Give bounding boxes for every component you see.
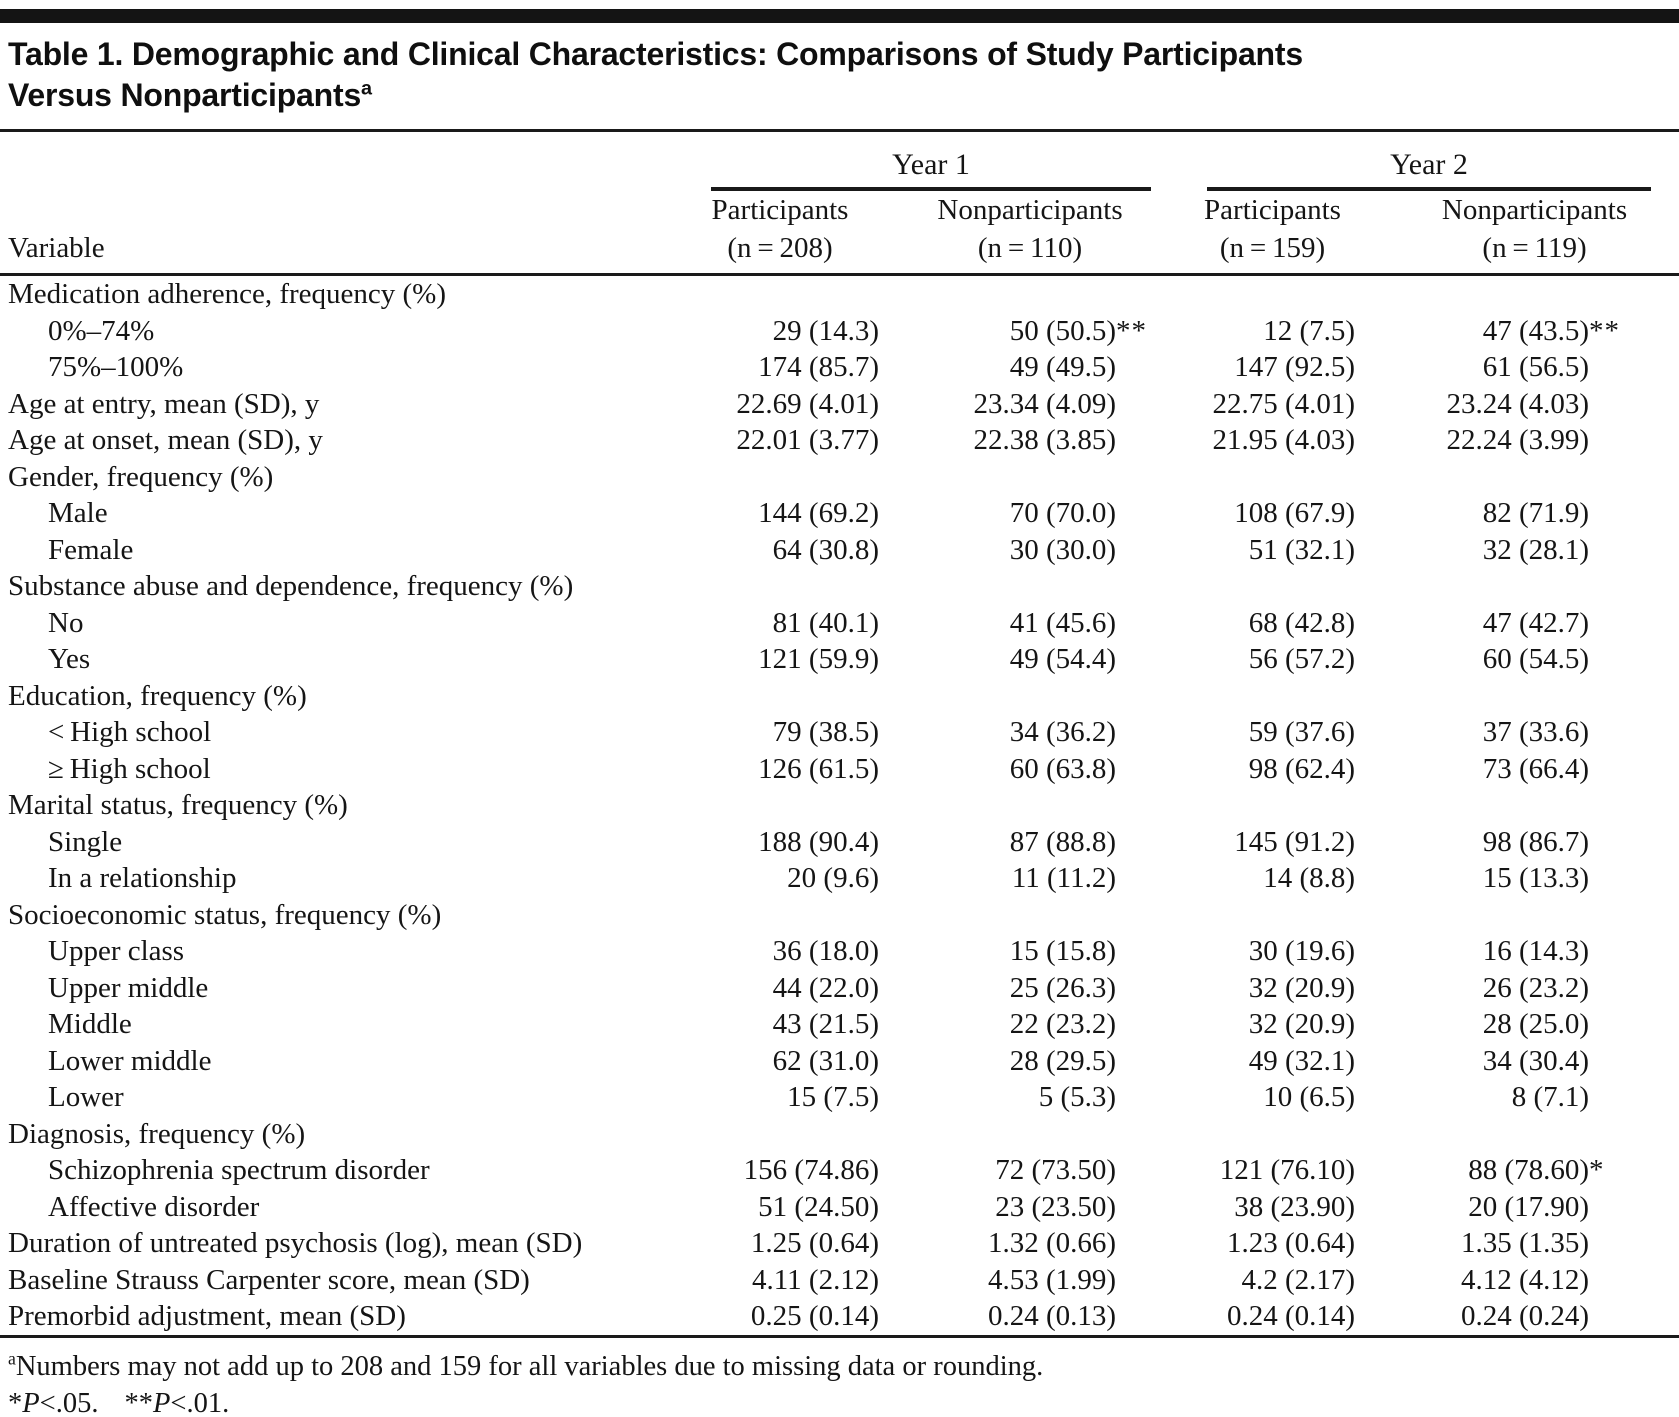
value-cell	[1390, 787, 1679, 824]
value-cell	[655, 678, 905, 715]
value-cell: 37 (33.6)	[1482, 716, 1590, 748]
row-label: Gender, frequency (%)	[8, 460, 274, 493]
value-cell: 23.24 (4.03)	[1446, 387, 1590, 420]
value-cell: 36 (18.0)	[772, 935, 879, 967]
section-row	[0, 897, 1679, 934]
value-cell: 47 (42.7)	[1482, 606, 1590, 639]
value-cell: 12 (7.5)	[1263, 314, 1356, 347]
value-cell: 82 (71.9)	[1482, 497, 1590, 529]
value-cell: 16 (14.3)	[1482, 935, 1590, 967]
value-cell: 81 (40.1)	[772, 606, 879, 639]
value-cell: 11 (11.2)	[1011, 862, 1117, 894]
value-cell: 56 (57.2)	[1248, 643, 1356, 675]
value-cell: 28 (29.5)	[1009, 1044, 1117, 1077]
table-row	[0, 386, 1679, 423]
row-label: No	[48, 606, 84, 639]
value-cell: 121 (76.10)	[1219, 1154, 1356, 1186]
value-cell: 60 (63.8)	[1009, 752, 1117, 785]
section-row	[0, 568, 1679, 605]
demographics-table	[0, 132, 1679, 1338]
value-cell: 0.24 (0.24)	[1460, 1300, 1590, 1332]
value-cell: 1.25 (0.64)	[750, 1227, 879, 1259]
table-row	[0, 751, 1679, 788]
value-cell: 88 (78.60)*	[1468, 1154, 1605, 1186]
row-label: Schizophrenia spectrum disorder	[48, 1154, 430, 1186]
sig-p01: **P<.01.	[124, 1387, 230, 1417]
value-cell: 29 (14.3)	[772, 314, 879, 347]
column-label: Participants	[711, 194, 849, 226]
row-label: Middle	[48, 1008, 132, 1040]
value-cell: 61 (56.5)	[1482, 351, 1590, 383]
value-cell: 14 (8.8)	[1263, 862, 1356, 894]
header-group-year1	[655, 132, 1155, 191]
row-label: Upper class	[48, 935, 185, 967]
row-label: Female	[48, 533, 134, 566]
value-cell	[1390, 678, 1679, 715]
table-row	[0, 1152, 1679, 1189]
value-cell: 1.23 (0.64)	[1226, 1227, 1356, 1259]
header-year2-nonparticipants	[1390, 191, 1679, 275]
value-cell: 44 (22.0)	[772, 971, 879, 1004]
title-footnote-marker: a	[361, 77, 372, 100]
value-cell: 51 (32.1)	[1248, 533, 1356, 566]
table-row	[0, 1262, 1679, 1299]
row-label: < High school	[48, 716, 212, 748]
row-label: Yes	[48, 643, 91, 675]
value-cell: 156 (74.86)	[743, 1154, 879, 1186]
value-cell	[905, 459, 1155, 496]
footnote-a-text: Numbers may not add up to 208 and 159 for all variables due to missing data or rounding.	[15, 1350, 1044, 1382]
value-cell: 25 (26.3)	[1009, 971, 1117, 1004]
row-label: Marital status, frequency (%)	[8, 789, 348, 821]
row-label: Affective disorder	[48, 1190, 260, 1223]
table-row	[0, 1079, 1679, 1116]
header-variable: Variable	[0, 191, 655, 275]
value-cell: 32 (20.9)	[1248, 1008, 1356, 1040]
value-cell: 50 (50.5)**	[1009, 314, 1148, 347]
value-cell: 87 (88.8)	[1009, 825, 1117, 858]
row-label: Age at entry, mean (SD), y	[8, 387, 320, 420]
value-cell: 0.24 (0.14)	[1226, 1300, 1356, 1332]
table-row	[0, 824, 1679, 861]
row-label: Male	[48, 497, 108, 529]
value-cell: 49 (54.4)	[1009, 643, 1117, 675]
table-row	[0, 605, 1679, 642]
value-cell: 23 (23.50)	[995, 1190, 1117, 1223]
value-cell: 20 (17.90)	[1468, 1190, 1590, 1223]
header-group-year2	[1155, 132, 1679, 191]
value-cell: 22.75 (4.01)	[1212, 387, 1356, 420]
row-label: Upper middle	[48, 971, 209, 1004]
value-cell: 32 (20.9)	[1248, 971, 1356, 1004]
value-cell: 174 (85.7)	[758, 351, 879, 383]
section-row	[0, 459, 1679, 496]
value-cell: 4.12 (4.12)	[1460, 1263, 1590, 1296]
row-label: Lower	[48, 1081, 124, 1113]
value-cell	[1155, 568, 1390, 605]
value-cell: 34 (30.4)	[1482, 1044, 1590, 1077]
table-row	[0, 1043, 1679, 1080]
column-header-row	[0, 191, 1679, 275]
value-cell: 22 (23.2)	[1009, 1008, 1117, 1040]
value-cell: 60 (54.5)	[1482, 643, 1590, 675]
value-cell	[1390, 275, 1679, 313]
table-row	[0, 1225, 1679, 1262]
value-cell	[905, 568, 1155, 605]
value-cell: 20 (9.6)	[787, 862, 879, 894]
row-label: Baseline Strauss Carpenter score, mean (SD)	[8, 1263, 530, 1296]
table-title-line2: Versus Nonparticipants$^a$	[8, 77, 372, 113]
value-cell: 30 (19.6)	[1248, 935, 1356, 967]
value-cell: 32 (28.1)	[1482, 533, 1590, 566]
value-cell: 1.32 (0.66)	[987, 1227, 1117, 1259]
value-cell	[655, 568, 905, 605]
row-label: Education, frequency (%)	[8, 679, 307, 712]
column-n: (n = 119)	[1482, 232, 1587, 264]
row-label: Lower middle	[48, 1044, 212, 1077]
footnote-a	[8, 1348, 1669, 1385]
value-cell: 22.69 (4.01)	[736, 387, 879, 420]
value-cell: 49 (32.1)	[1248, 1044, 1356, 1077]
value-cell	[1155, 459, 1390, 496]
sig-p05: *P<.05.	[8, 1387, 99, 1417]
value-cell: 144 (69.2)	[758, 497, 879, 529]
header-year2-participants	[1155, 191, 1390, 275]
table-row	[0, 933, 1679, 970]
value-cell: 23.34 (4.09)	[973, 387, 1117, 420]
value-cell: 68 (42.8)	[1248, 606, 1356, 639]
table-row	[0, 1298, 1679, 1336]
value-cell: 8 (7.1)	[1511, 1081, 1590, 1113]
value-cell	[1155, 678, 1390, 715]
year1-label: Year 1	[711, 146, 1151, 191]
value-cell	[655, 275, 905, 313]
value-cell	[1390, 459, 1679, 496]
value-cell: 98 (86.7)	[1482, 825, 1590, 858]
value-cell: 38 (23.90)	[1234, 1190, 1356, 1223]
value-cell	[1390, 568, 1679, 605]
value-cell: 4.53 (1.99)	[987, 1263, 1117, 1296]
header-year1-participants	[655, 191, 905, 275]
value-cell: 0.24 (0.13)	[987, 1300, 1117, 1332]
row-label: Single	[48, 825, 123, 858]
table-title	[8, 34, 1478, 116]
value-cell: 126 (61.5)	[758, 752, 879, 785]
table-row	[0, 313, 1679, 350]
value-cell: 79 (38.5)	[772, 716, 879, 748]
table-row	[0, 1006, 1679, 1043]
section-row	[0, 678, 1679, 715]
value-cell: 72 (73.50)	[995, 1154, 1117, 1186]
row-label: Diagnosis, frequency (%)	[8, 1117, 306, 1150]
column-label: Participants	[1204, 194, 1341, 226]
value-cell: 26 (23.2)	[1482, 971, 1590, 1004]
value-cell: 22.01 (3.77)	[736, 424, 879, 456]
row-label: Substance abuse and dependence, frequency (%)	[8, 570, 574, 602]
value-cell: 15 (15.8)	[1009, 935, 1117, 967]
top-rule	[0, 9, 1679, 23]
value-cell: 22.24 (3.99)	[1446, 424, 1590, 456]
section-row	[0, 787, 1679, 824]
footnotes	[0, 1338, 1679, 1417]
value-cell: 51 (24.50)	[758, 1190, 879, 1223]
value-cell	[905, 678, 1155, 715]
header-year1-nonparticipants	[905, 191, 1155, 275]
footnote-a-marker: a	[8, 1348, 16, 1368]
table-row	[0, 1189, 1679, 1226]
value-cell: 41 (45.6)	[1009, 606, 1117, 639]
value-cell	[655, 1116, 905, 1153]
value-cell: 0.25 (0.14)	[750, 1300, 879, 1332]
value-cell: 15 (7.5)	[787, 1081, 879, 1113]
table-row	[0, 970, 1679, 1007]
section-row	[0, 275, 1679, 313]
value-cell: 47 (43.5)**	[1482, 314, 1621, 347]
value-cell: 147 (92.5)	[1234, 351, 1356, 383]
table-title-line1: Table 1. Demographic and Clinical Characteristics: Comparisons of Study Participants	[8, 36, 1303, 72]
value-cell	[905, 787, 1155, 824]
value-cell: 188 (90.4)	[758, 825, 879, 858]
value-cell: 4.11 (2.12)	[752, 1263, 879, 1296]
value-cell	[1155, 275, 1390, 313]
value-cell: 98 (62.4)	[1248, 752, 1356, 785]
table-row	[0, 860, 1679, 897]
value-cell	[1390, 897, 1679, 934]
column-label: Nonparticipants	[1441, 194, 1628, 226]
value-cell: 73 (66.4)	[1482, 752, 1590, 785]
value-cell: 4.2 (2.17)	[1241, 1263, 1356, 1296]
table-row	[0, 641, 1679, 678]
table-row	[0, 422, 1679, 459]
value-cell: 1.35 (1.35)	[1460, 1227, 1590, 1259]
value-cell: 108 (67.9)	[1234, 497, 1356, 529]
row-label: Socioeconomic status, frequency (%)	[8, 898, 442, 931]
table-body	[0, 275, 1679, 1337]
value-cell: 59 (37.6)	[1248, 716, 1356, 748]
table-row	[0, 495, 1679, 532]
table-row	[0, 349, 1679, 386]
column-label: Nonparticipants	[937, 194, 1123, 226]
value-cell	[905, 1116, 1155, 1153]
table-row	[0, 714, 1679, 751]
row-label: In a relationship	[48, 862, 237, 894]
value-cell: 49 (49.5)	[1009, 351, 1117, 383]
value-cell: 62 (31.0)	[772, 1044, 879, 1077]
column-n: (n = 159)	[1219, 232, 1326, 264]
value-cell: 145 (91.2)	[1234, 825, 1356, 858]
value-cell: 70 (70.0)	[1009, 497, 1117, 529]
row-label: Duration of untreated psychosis (log), mean (SD)	[8, 1227, 583, 1259]
row-label: Medication adherence, frequency (%)	[8, 278, 446, 310]
row-label: ≥ High school	[48, 752, 211, 785]
value-cell: 15 (13.3)	[1482, 862, 1590, 894]
row-label: Premorbid adjustment, mean (SD)	[8, 1300, 406, 1332]
value-cell: 121 (59.9)	[758, 643, 879, 675]
value-cell	[655, 459, 905, 496]
year-group-header-row	[0, 132, 1679, 191]
value-cell: 5 (5.3)	[1038, 1081, 1117, 1113]
value-cell	[1155, 787, 1390, 824]
section-row	[0, 1116, 1679, 1153]
header-spacer	[0, 132, 655, 191]
value-cell	[905, 897, 1155, 934]
year2-label: Year 2	[1207, 146, 1651, 191]
value-cell	[1390, 1116, 1679, 1153]
value-cell: 43 (21.5)	[772, 1008, 879, 1040]
value-cell: 34 (36.2)	[1009, 716, 1117, 748]
value-cell: 10 (6.5)	[1263, 1081, 1356, 1113]
value-cell: 64 (30.8)	[772, 533, 879, 566]
value-cell: 22.38 (3.85)	[973, 424, 1117, 456]
value-cell	[655, 787, 905, 824]
value-cell	[1155, 1116, 1390, 1153]
value-cell	[905, 275, 1155, 313]
title-block	[0, 23, 1679, 132]
value-cell: 30 (30.0)	[1009, 533, 1117, 566]
row-label: 0%–74%	[48, 314, 155, 347]
significance-note	[8, 1385, 1669, 1417]
value-cell	[1155, 897, 1390, 934]
column-n: (n = 110)	[977, 232, 1083, 264]
table-row	[0, 532, 1679, 569]
value-cell: 28 (25.0)	[1482, 1008, 1590, 1040]
value-cell: 21.95 (4.03)	[1212, 424, 1356, 456]
value-cell	[655, 897, 905, 934]
column-n: (n = 208)	[727, 232, 833, 264]
row-label: 75%–100%	[48, 351, 184, 383]
row-label: Age at onset, mean (SD), y	[8, 424, 323, 456]
